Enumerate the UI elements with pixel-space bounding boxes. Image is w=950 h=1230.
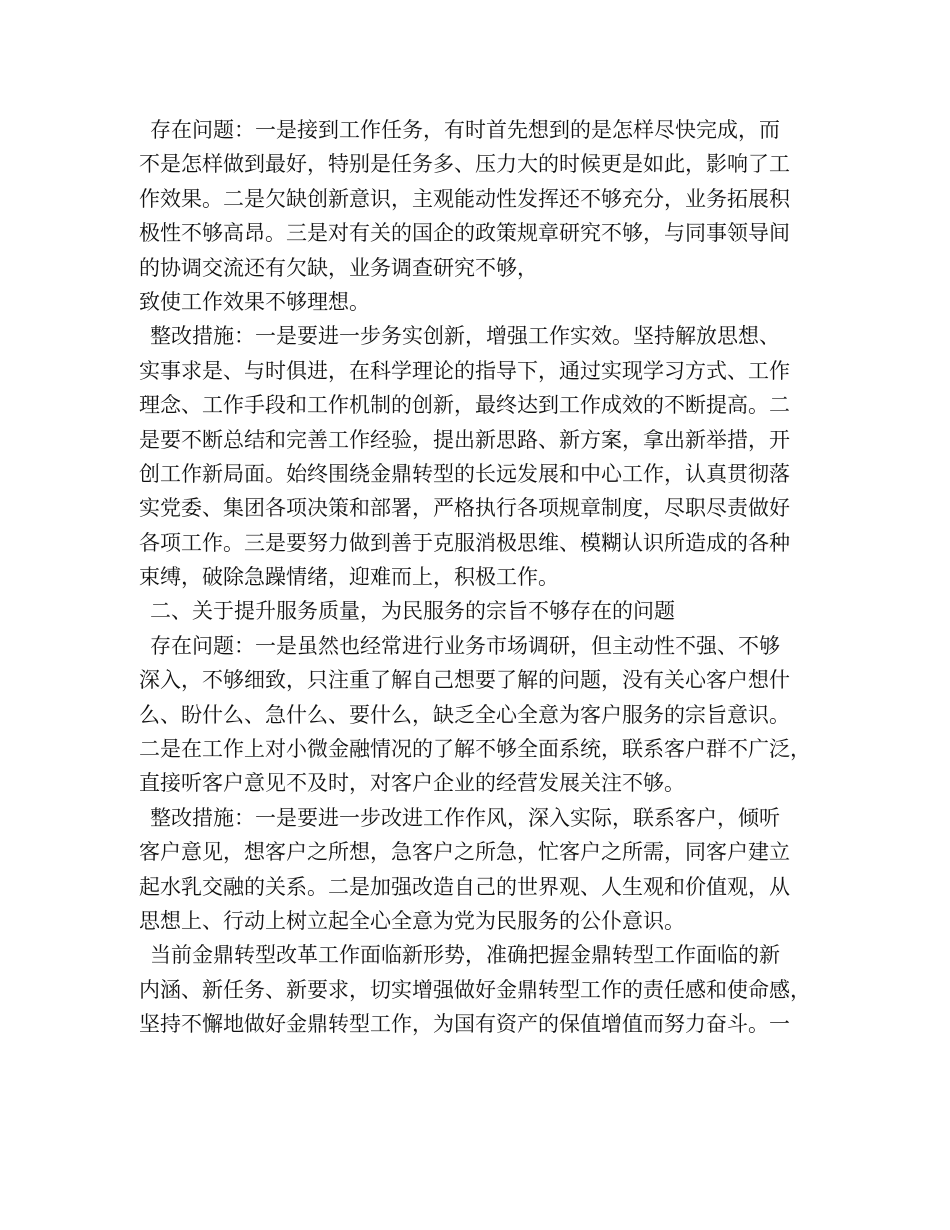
document-body xyxy=(139,113,819,1042)
paragraph-line: 整改措施：一是要进一步改进工作作风，深入实际，联系客户，倾听 xyxy=(150,805,780,830)
paragraph-line: 当前金鼎转型改革工作面临新形势，准确把握金鼎转型工作面临的新 xyxy=(150,943,780,968)
paragraph-line: 坚持不懈地做好金鼎转型工作，为国有资产的保值增值而努力奋斗。一 xyxy=(139,1012,790,1037)
paragraph-line: 直接听客户意见不及时，对客户企业的经营发展关注不够。 xyxy=(139,771,685,796)
paragraph-line: 束缚，破除急躁情绪，迎难而上，积极工作。 xyxy=(139,565,559,590)
paragraph-line: 理念、工作手段和工作机制的创新，最终达到工作成效的不断提高。二 xyxy=(139,393,790,418)
paragraph-line: 极性不够高昂。三是对有关的国企的政策规章研究不够，与同事领导间 xyxy=(139,221,790,246)
paragraph-line: 不是怎样做到最好，特别是任务多、压力大的时候更是如此，影响了工 xyxy=(139,152,790,177)
paragraph-line: 创工作新局面。始终围绕金鼎转型的长远发展和中心工作，认真贯彻落 xyxy=(139,461,790,486)
paragraph-line: 客户意见，想客户之所想，急客户之所急，忙客户之所需，同客户建立 xyxy=(139,840,790,865)
paragraph-line: 致使工作效果不够理想。 xyxy=(139,289,370,314)
paragraph-line: 思想上、行动上树立起全心全意为党为民服务的公仆意识。 xyxy=(139,908,685,933)
paragraph-line: 存在问题：一是接到工作任务，有时首先想到的是怎样尽快完成，而 xyxy=(150,118,780,142)
paragraph-line: 整改措施：一是要进一步务实创新，增强工作实效。坚持解放思想、 xyxy=(150,324,780,349)
paragraph-line: 是要不断总结和完善工作经验，提出新思路、新方案，拿出新举措，开 xyxy=(139,427,790,452)
paragraph-line: 各项工作。三是要努力做到善于克服消极思维、模糊认识所造成的各种 xyxy=(139,530,790,555)
paragraph-line: 起水乳交融的关系。二是加强改造自己的世界观、人生观和价值观，从 xyxy=(139,874,790,899)
paragraph-line: 内涵、新任务、新要求，切实增强做好金鼎转型工作的责任感和使命感， xyxy=(139,977,811,1002)
paragraph-line: 实党委、集团各项决策和部署，严格执行各项规章制度，尽职尽责做好 xyxy=(139,496,790,521)
section-heading: 二、关于提升服务质量，为民服务的宗旨不够存在的问题 xyxy=(150,599,675,624)
paragraph-line: 实事求是、与时俱进，在科学理论的指导下，通过实现学习方式、工作 xyxy=(139,358,790,383)
paragraph-line: 的协调交流还有欠缺，业务调查研究不够， xyxy=(139,255,538,280)
paragraph-line: 作效果。二是欠缺创新意识，主观能动性发挥还不够充分，业务拓展积 xyxy=(139,186,790,211)
paragraph-line: 深入，不够细致，只注重了解自己想要了解的问题，没有关心客户想什 xyxy=(139,668,790,693)
paragraph-line: 存在问题：一是虽然也经常进行业务市场调研，但主动性不强、不够 xyxy=(150,633,780,658)
paragraph-line: 么、盼什么、急什么、要什么，缺乏全心全意为客户服务的宗旨意识。 xyxy=(139,702,790,727)
paragraph-line: 二是在工作上对小微金融情况的了解不够全面系统，联系客户群不广泛， xyxy=(139,737,811,762)
